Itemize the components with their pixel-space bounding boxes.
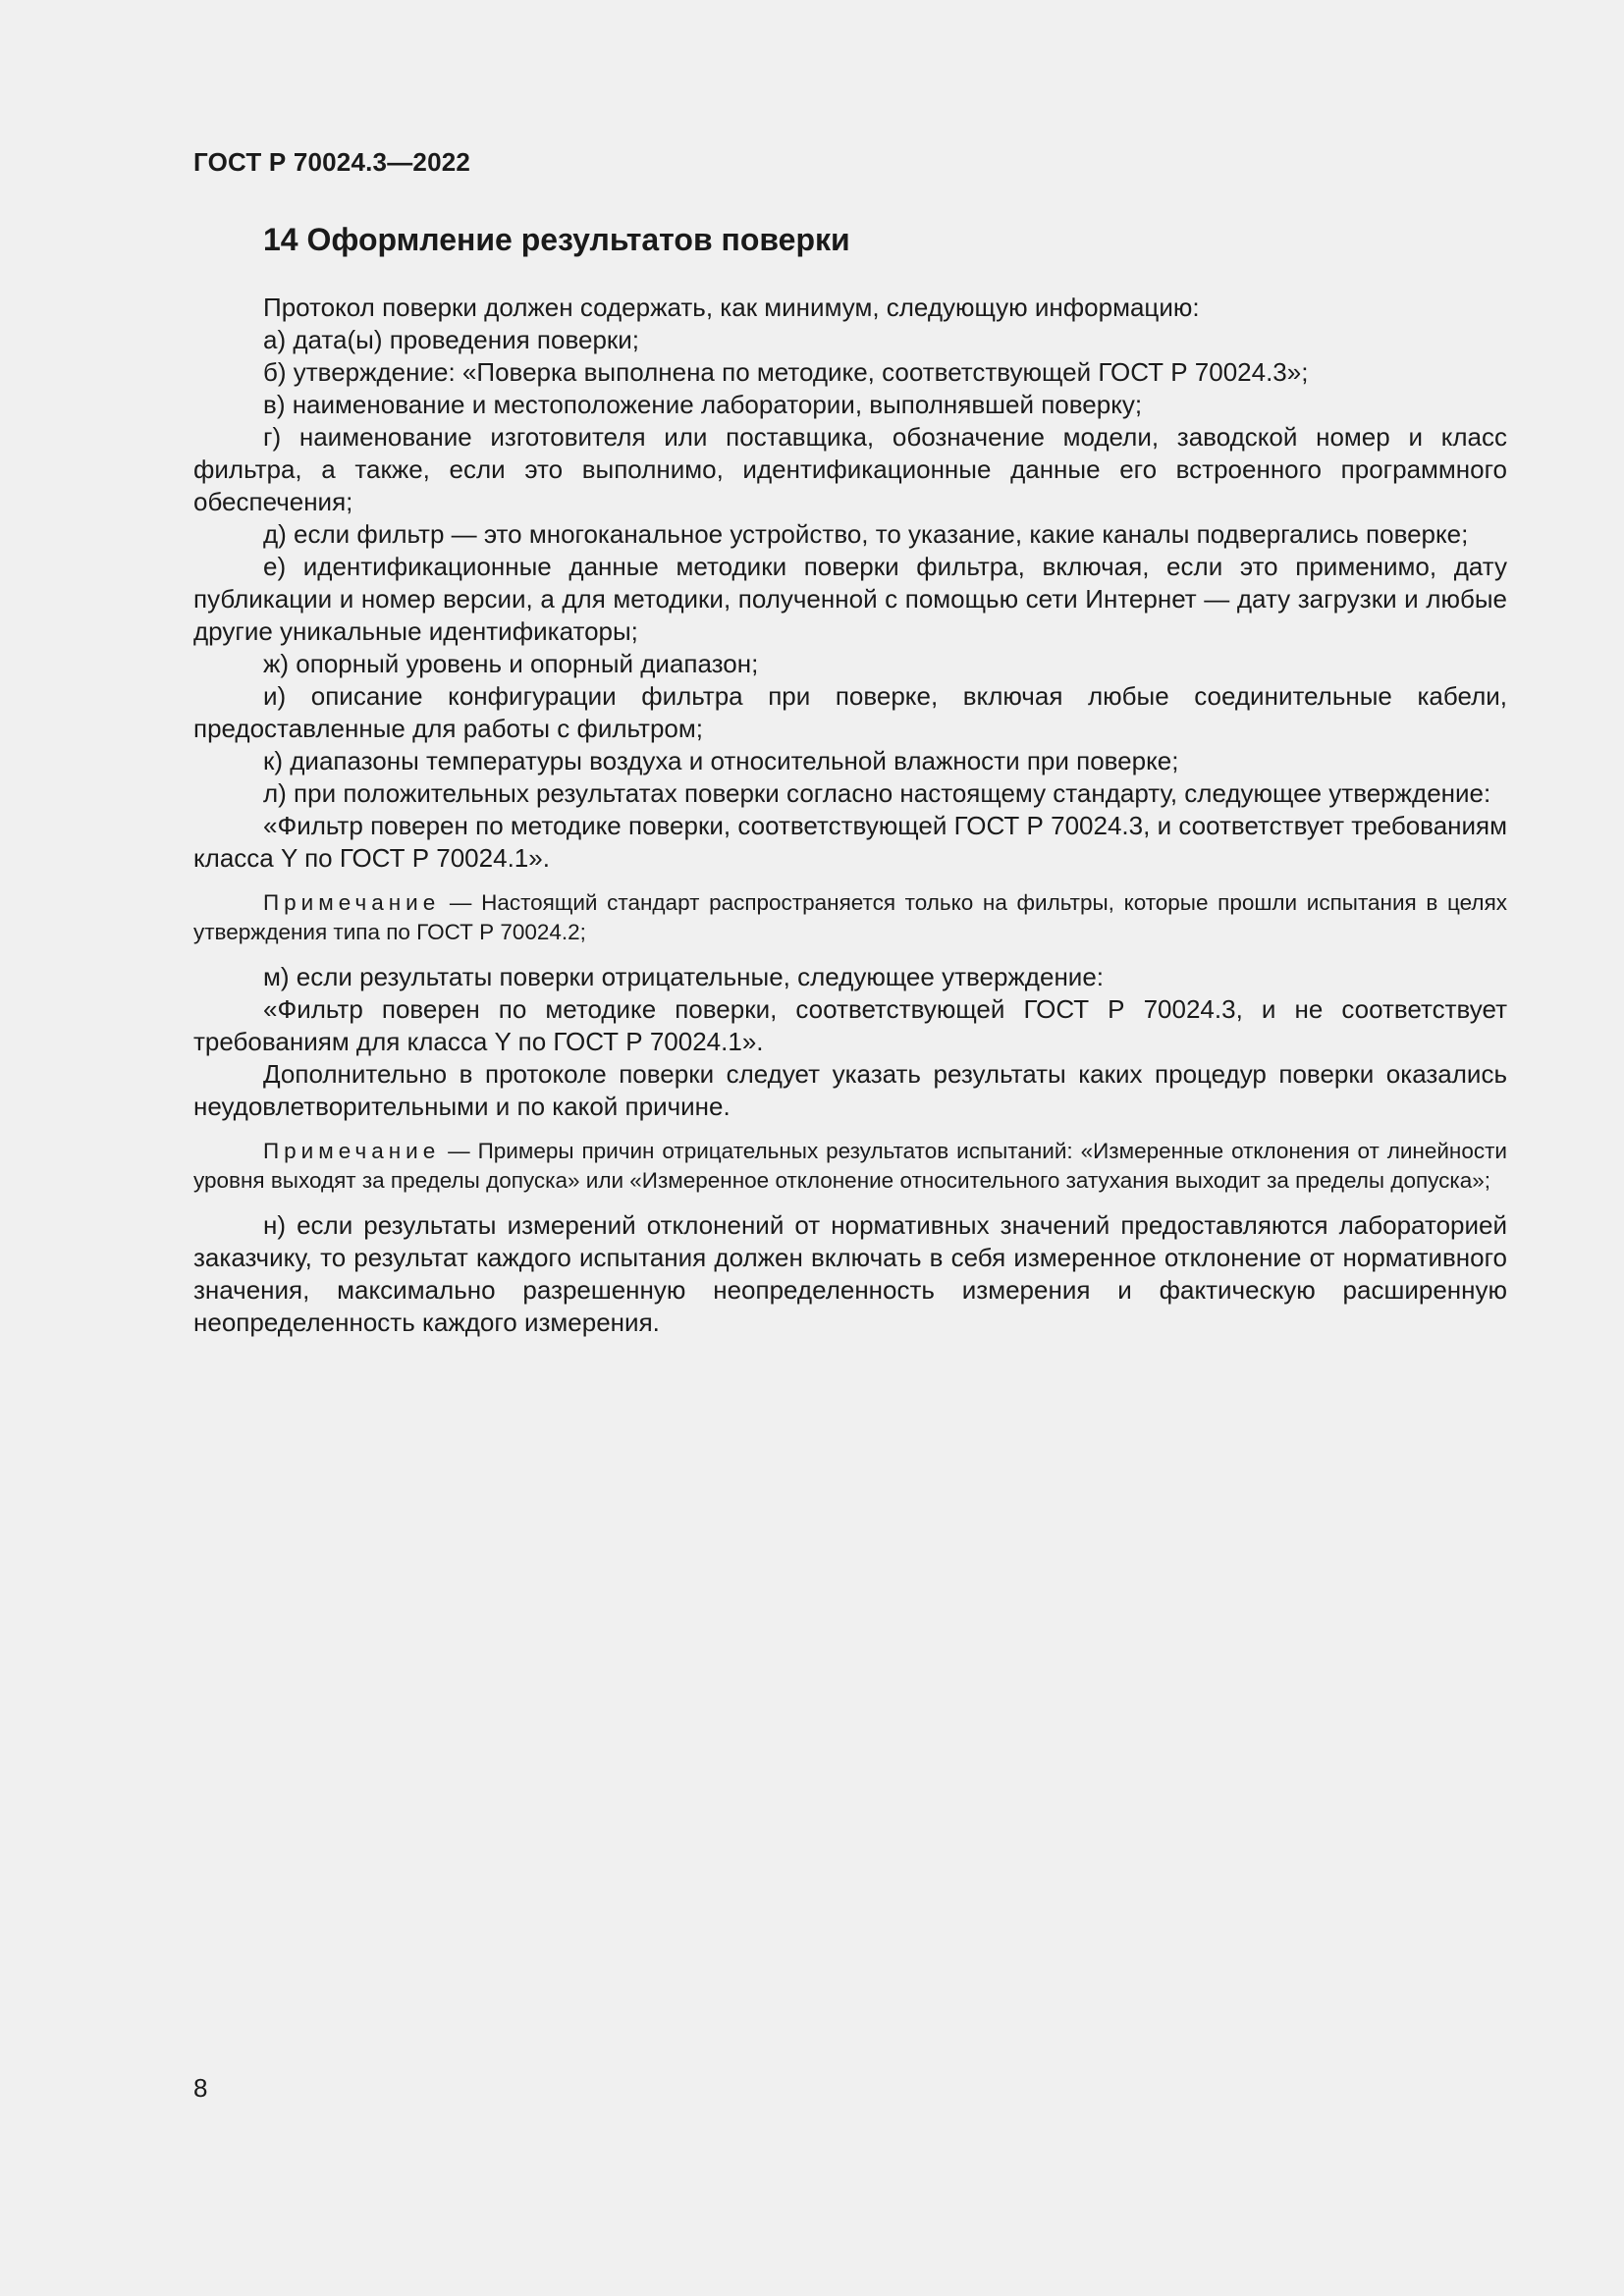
list-item-g: г) наименование изготовителя или поставщика, обозначение модели, заводской номер и класс фильтра, а также, если это выполнимо, идентификационные данные его встроенного программного обеспечения;	[193, 422, 1507, 517]
note-label: Примечание	[263, 890, 441, 916]
list-item-d: д) если фильтр — это многоканальное устройство, то указание, какие каналы подвергались поверке;	[263, 519, 1469, 550]
list-item-m: м) если результаты поверки отрицательные, следующее утверждение:	[263, 962, 1105, 992]
note-label: Примечание	[263, 1139, 441, 1164]
section-14	[193, 221, 1507, 1339]
note-text: — Настоящий стандарт распространяется только на фильтры, которые прошли испытания в целях утверждения типа по ГОСТ Р 70024.2;	[193, 890, 1507, 945]
list-item-k: к) диапазоны температуры воздуха и относительной влажности при поверке;	[263, 746, 1179, 776]
note-2	[193, 1137, 1507, 1196]
statement-positive: «Фильтр поверен по методике поверки, соответствующей ГОСТ Р 70024.3, и соответствует требованиям класса Y по ГОСТ Р 70024.1».	[193, 811, 1507, 874]
document-header: ГОСТ Р 70024.3—2022	[193, 147, 471, 177]
list-item-e: е) идентификационные данные методики поверки фильтра, включая, если это применимо, дату публикации и номер версии, а для методики, полученной с помощью сети Интернет — дату загрузки и любые другие уникальные идентификаторы;	[193, 552, 1507, 647]
list-item-n: н) если результаты измерений отклонений от нормативных значений предоставляются лабораторией заказчику, то результат каждого испытания должен включать в себя измеренное отклонение от нормативного значения, максимально разрешенную неопределенность измерения и фактическую расширенную неопределенность каждого измерения.	[193, 1210, 1507, 1338]
note-text: — Примеры причин отрицательных результатов испытаний: «Измеренные отклонения от линейности уровня выходят за пределы допуска» или «Измеренное отклонение относительного затухания выходит за пределы допуска»;	[193, 1139, 1507, 1194]
list-item-l: л) при положительных результатах поверки согласно настоящему стандарту, следующее утверждение:	[263, 778, 1491, 809]
list-item-v: в) наименование и местоположение лаборатории, выполнявшей поверку;	[263, 390, 1143, 420]
list-item-a: а) дата(ы) проведения поверки;	[263, 325, 640, 355]
additional-paragraph: Дополнительно в протоколе поверки следует указать результаты каких процедур поверки оказались неудовлетворительными и по какой причине.	[193, 1059, 1507, 1122]
note-1	[193, 888, 1507, 947]
list-item-b: б) утверждение: «Поверка выполнена по методике, соответствующей ГОСТ Р 70024.3»;	[263, 357, 1309, 388]
page-number: 8	[193, 2073, 208, 2103]
list-item-i: и) описание конфигурации фильтра при поверке, включая любые соединительные кабели, предоставленные для работы с фильтром;	[193, 681, 1507, 744]
statement-negative: «Фильтр поверен по методике поверки, соответствующей ГОСТ Р 70024.3, и не соответствует требованиям для класса Y по ГОСТ Р 70024.1».	[193, 994, 1507, 1057]
section-intro: Протокол поверки должен содержать, как минимум, следующую информацию:	[263, 293, 1200, 323]
section-title: 14 Оформление результатов поверки	[263, 222, 850, 257]
list-item-zh: ж) опорный уровень и опорный диапазон;	[263, 649, 759, 679]
